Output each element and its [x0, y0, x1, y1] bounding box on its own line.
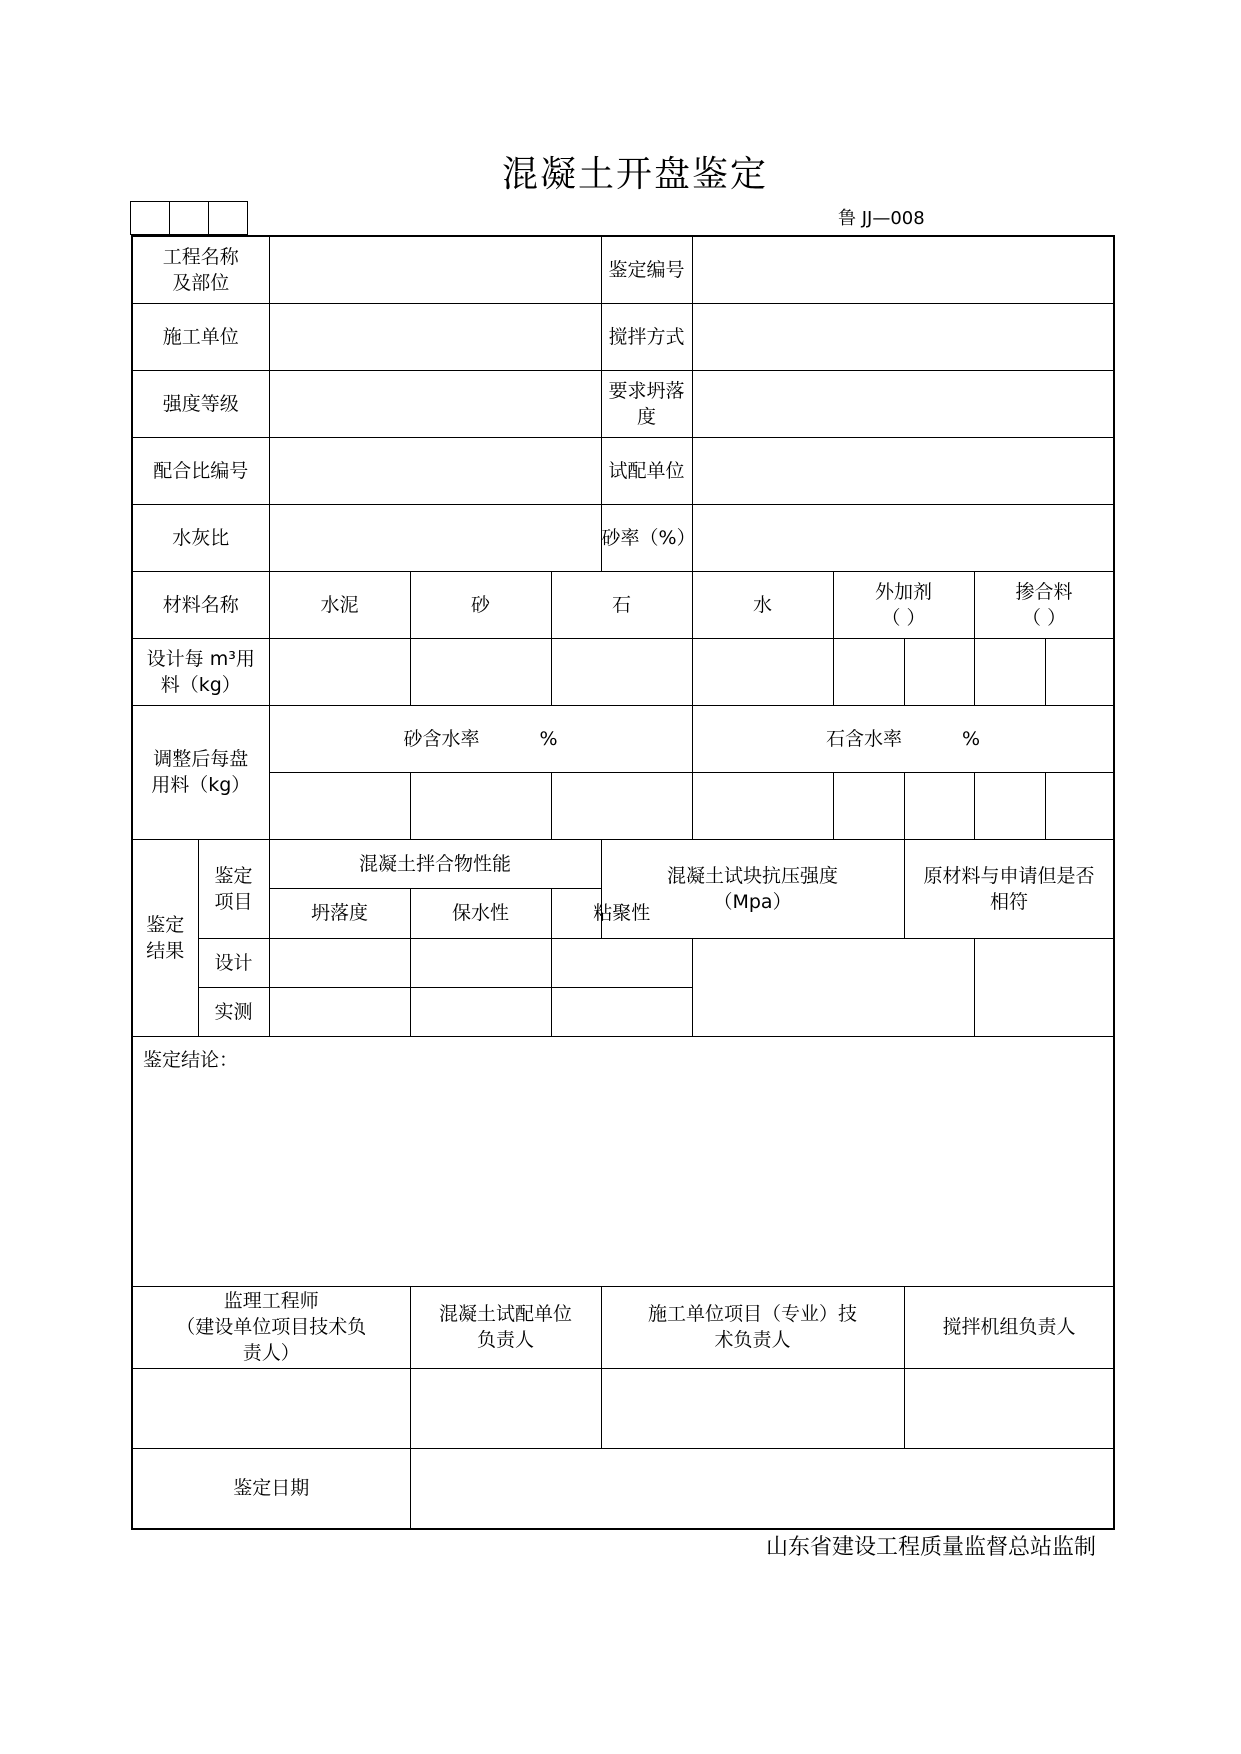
project-name-label: 工程名称 及部位	[132, 236, 269, 303]
measured-water-retention-field[interactable]	[410, 987, 551, 1036]
design-water-retention-field[interactable]	[410, 938, 551, 987]
water-retention-header: 保水性	[410, 888, 551, 938]
mixer-signature-field[interactable]	[904, 1368, 1114, 1448]
archive-number-boxes	[130, 201, 248, 235]
mix-performance-header: 混凝土拌合物性能	[269, 839, 601, 888]
appraisal-form	[131, 235, 1115, 1530]
design-cement-field[interactable]	[269, 638, 410, 705]
material-conformity-header: 原材料与申请但是否 相符	[904, 839, 1114, 938]
appraisal-date-label: 鉴定日期	[132, 1448, 410, 1529]
sand-ratio-label: 砂率（%）	[601, 504, 692, 571]
mixing-method-field[interactable]	[692, 303, 1114, 370]
archive-box[interactable]	[209, 202, 248, 235]
strength-grade-field[interactable]	[269, 370, 601, 437]
mix-ratio-no-label: 配合比编号	[132, 437, 269, 504]
design-admixture-field[interactable]	[833, 638, 904, 705]
mineral-header: 掺合料 （ ）	[974, 571, 1114, 638]
appraisal-no-label: 鉴定编号	[601, 236, 692, 303]
design-mineral-field[interactable]	[974, 638, 1045, 705]
compressive-strength-field[interactable]	[692, 938, 974, 1036]
appraisal-date-field[interactable]	[410, 1448, 1114, 1529]
project-name-field[interactable]	[269, 236, 601, 303]
sand-header: 砂	[410, 571, 551, 638]
stone-header: 石	[551, 571, 692, 638]
slump-header: 坍落度	[269, 888, 410, 938]
strength-grade-label: 强度等级	[132, 370, 269, 437]
water-cement-ratio-field[interactable]	[269, 504, 601, 571]
construction-unit-label: 施工单位	[132, 303, 269, 370]
construction-tech-head-label: 施工单位项目（专业）技 术负责人	[601, 1286, 904, 1368]
material-name-label: 材料名称	[132, 571, 269, 638]
cohesion-header: 粘聚性	[551, 888, 692, 938]
conclusion-label: 鉴定结论：	[143, 1048, 239, 1071]
page-title: 混凝土开盘鉴定	[501, 154, 768, 195]
trial-unit-signature-field[interactable]	[410, 1368, 601, 1448]
form-code: 鲁 JJ—008	[838, 208, 925, 229]
material-conformity-field[interactable]	[974, 938, 1114, 1036]
cement-header: 水泥	[269, 571, 410, 638]
measured-cohesion-field[interactable]	[551, 987, 692, 1036]
archive-box[interactable]	[131, 202, 170, 235]
sand-moisture-label: 砂含水率	[403, 727, 480, 750]
adjusted-usage-label: 调整后每盘 用料（kg）	[132, 705, 269, 839]
sand-moisture-cell[interactable]	[269, 705, 692, 772]
item-label: 鉴定 项目	[198, 839, 269, 938]
supervisor-signature-field[interactable]	[132, 1368, 410, 1448]
measured-row-label: 实测	[198, 987, 269, 1036]
construction-signature-field[interactable]	[601, 1368, 904, 1448]
water-cement-ratio-label: 水灰比	[132, 504, 269, 571]
stone-moisture-percent: %	[962, 727, 981, 750]
compressive-strength-header: 混凝土试块抗压强度 （Mpa）	[601, 839, 904, 938]
adjusted-stone-field[interactable]	[551, 772, 692, 839]
results-label: 鉴定 结果	[132, 839, 198, 1036]
trial-unit-head-label: 混凝土试配单位 负责人	[410, 1286, 601, 1368]
adjusted-admixture-field[interactable]	[833, 772, 904, 839]
adjusted-mineral-field[interactable]	[1045, 772, 1114, 839]
sand-moisture-percent: %	[539, 727, 558, 750]
mix-ratio-no-field[interactable]	[269, 437, 601, 504]
trial-unit-label: 试配单位	[601, 437, 692, 504]
admixture-header: 外加剂 （ ）	[833, 571, 974, 638]
design-stone-field[interactable]	[551, 638, 692, 705]
required-slump-field[interactable]	[692, 370, 1114, 437]
adjusted-water-field[interactable]	[692, 772, 833, 839]
required-slump-label: 要求坍落度	[601, 370, 692, 437]
design-water-field[interactable]	[692, 638, 833, 705]
water-header: 水	[692, 571, 833, 638]
sand-ratio-field[interactable]	[692, 504, 1114, 571]
construction-unit-field[interactable]	[269, 303, 601, 370]
adjusted-sand-field[interactable]	[410, 772, 551, 839]
design-usage-label: 设计每 m³用 料（kg）	[132, 638, 269, 705]
design-sand-field[interactable]	[410, 638, 551, 705]
conclusion-cell[interactable]	[132, 1036, 1114, 1286]
measured-slump-field[interactable]	[269, 987, 410, 1036]
design-admixture-field[interactable]	[904, 638, 974, 705]
stone-moisture-label: 石含水率	[826, 727, 903, 750]
supervisor-label: 监理工程师 （建设单位项目技术负 责人）	[132, 1286, 410, 1368]
issuer-footer: 山东省建设工程质量监督总站监制	[766, 1535, 1097, 1560]
stone-moisture-cell[interactable]	[692, 705, 1114, 772]
design-cohesion-field[interactable]	[551, 938, 692, 987]
design-slump-field[interactable]	[269, 938, 410, 987]
trial-unit-field[interactable]	[692, 437, 1114, 504]
archive-box[interactable]	[170, 202, 209, 235]
design-row-label: 设计	[198, 938, 269, 987]
adjusted-admixture-field[interactable]	[904, 772, 974, 839]
mixing-method-label: 搅拌方式	[601, 303, 692, 370]
mixer-crew-head-label: 搅拌机组负责人	[904, 1286, 1114, 1368]
adjusted-cement-field[interactable]	[269, 772, 410, 839]
appraisal-no-field[interactable]	[692, 236, 1114, 303]
adjusted-mineral-field[interactable]	[974, 772, 1045, 839]
design-mineral-field[interactable]	[1045, 638, 1114, 705]
